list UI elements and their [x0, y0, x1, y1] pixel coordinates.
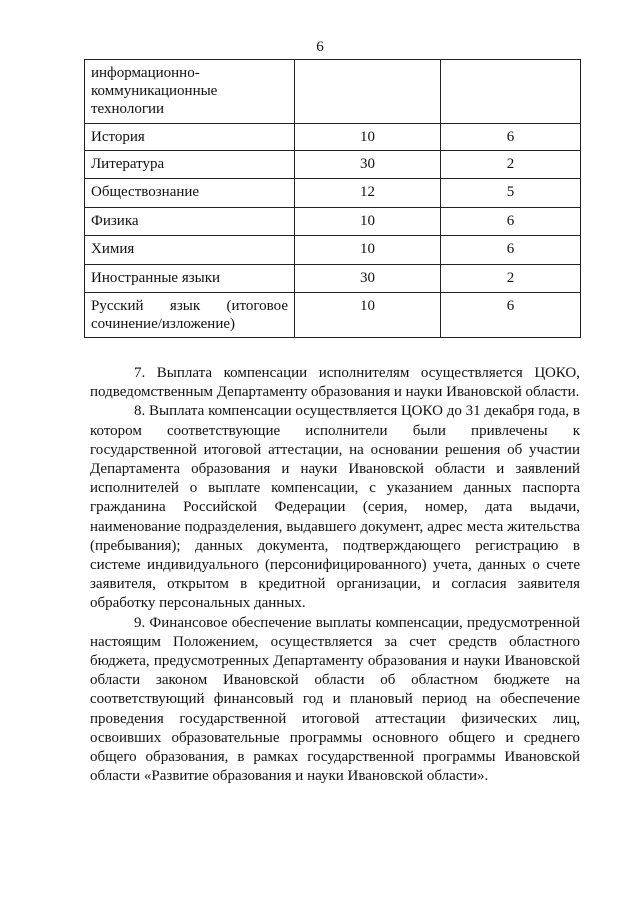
table-row — [85, 208, 581, 236]
table-row — [85, 236, 581, 265]
paragraph-8: 8. Выплата компенсации осуществляется ЦОКО до 31 декабря года, в котором соответствующие исполнители были привлечены к государственной итоговой аттестации, на основании решения об участии Департамента образования и науки Ивановской области и заявлений исполнителей о выплате компенсации, с указанием данных паспорта гражданина Российской Федерации (серия, номер, дата выдачи, наименование подразделения, выдавшего документ, адрес места жительства (пребывания); данных документа, подтверждающего регистрацию в системе индивидуального (персонифицированного) учета, данных о счете заявителя, открытом в кредитной организации, и согласия заявителя обработку персональных данных. — [90, 403, 580, 612]
subject-cell: История — [85, 124, 295, 151]
value-cell-1: 10 — [295, 124, 441, 151]
subject-cell: Обществознание — [85, 179, 295, 208]
table-row — [85, 60, 581, 124]
value-cell-1 — [295, 60, 441, 124]
value-cell-2: 6 — [441, 124, 581, 151]
value-cell-1: 30 — [295, 151, 441, 179]
table-row — [85, 265, 581, 293]
paragraph-9: 9. Финансовое обеспечение выплаты компенсации, предусмотренной настоящим Положением, осуществляется за счет средств областного бюджета, предусмотренных Департаменту образования и науки Ивановской области законом Ивановской области об областном бюджете на соответствующий финансовый год и плановый период на обеспечение проведения государственной итоговой аттестации физических лиц, освоивших образовательные программы основного общего и среднего общего образования, в рамках государственной программы Ивановской области «Развитие образования и науки Ивановской области». — [90, 614, 580, 785]
value-cell-2: 6 — [441, 293, 581, 338]
value-cell-2: 2 — [441, 265, 581, 293]
value-cell-1: 10 — [295, 208, 441, 236]
value-cell-2 — [441, 60, 581, 124]
table-row — [85, 293, 581, 338]
value-cell-1: 10 — [295, 236, 441, 265]
table-row — [85, 124, 581, 151]
subject-cell: Физика — [85, 208, 295, 236]
subject-cell: Литература — [85, 151, 295, 179]
subject-cell: Иностранные языки — [85, 265, 295, 293]
value-cell-1: 12 — [295, 179, 441, 208]
value-cell-2: 6 — [441, 208, 581, 236]
subject-cell: Русский язык (итоговое сочинение/изложение) — [85, 293, 295, 338]
subject-cell: Химия — [85, 236, 295, 265]
document-body — [90, 364, 580, 786]
subjects-table — [84, 59, 581, 338]
table-row — [85, 151, 581, 179]
subject-cell: информационно-коммуникационные технологии — [85, 60, 295, 124]
table-row — [85, 179, 581, 208]
value-cell-2: 6 — [441, 236, 581, 265]
value-cell-2: 2 — [441, 151, 581, 179]
value-cell-1: 30 — [295, 265, 441, 293]
paragraph-7: 7. Выплата компенсации исполнителям осуществляется ЦОКО, подведомственным Департаменту образования и науки Ивановской области. — [90, 365, 580, 401]
value-cell-1: 10 — [295, 293, 441, 338]
page-number: 6 — [316, 39, 324, 55]
value-cell-2: 5 — [441, 179, 581, 208]
